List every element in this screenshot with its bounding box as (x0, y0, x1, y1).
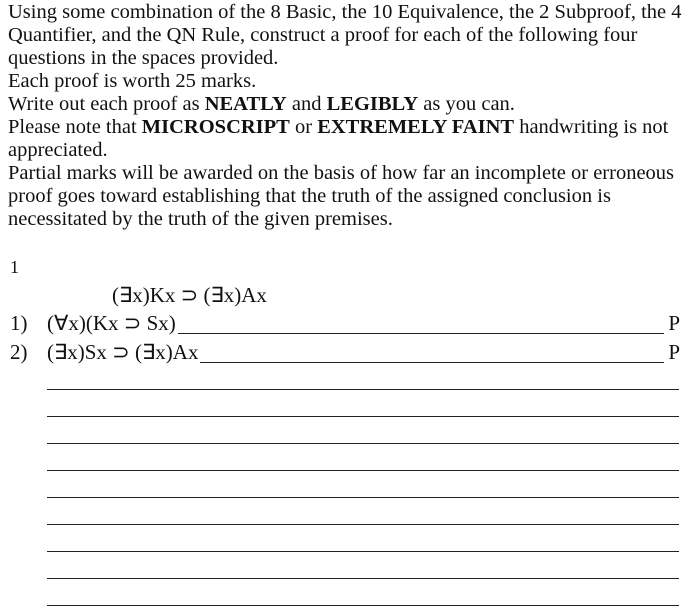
answer-line[interactable] (47, 443, 679, 444)
instr4-pre: Please note that (8, 116, 142, 138)
instr3-mid: and (286, 93, 327, 115)
instr4-microscript: MICROSCRIPT (141, 116, 290, 138)
question-conclusion: (∃x)Kx ⊃ (∃x)Ax (112, 283, 267, 307)
instr3-pre: Write out each proof as (8, 93, 205, 115)
premise-formula: (∀x)(Kx ⊃ Sx) (47, 311, 176, 335)
answer-line[interactable] (47, 470, 679, 471)
answer-line[interactable] (47, 497, 679, 498)
instructions-paragraph-1: Using some combination of the 8 Basic, the 10 Equivalence, the 2 Subproof, the 4 Quantifier, and the QN Rule, construct a proof for each of the following four questions in the spaces provided. (8, 1, 682, 69)
instructions-paragraph-3 (8, 93, 683, 116)
answer-line[interactable] (47, 605, 679, 606)
answer-line[interactable] (47, 551, 679, 552)
instructions-paragraph-4 (8, 116, 683, 162)
premise-formula: (∃x)Sx ⊃ (∃x)Ax (47, 340, 199, 364)
answer-line[interactable] (47, 389, 679, 390)
answer-line[interactable] (47, 416, 679, 417)
instr4-faint: EXTREMELY FAINT (317, 116, 515, 138)
answer-line[interactable] (47, 524, 679, 525)
instr3-post: as you can. (418, 93, 515, 115)
premise-justification: P (668, 340, 680, 364)
premise-number: 2) (10, 340, 28, 364)
instructions-paragraph-5: Partial marks will be awarded on the basis of how far an incomplete or erroneous proof goes toward establishing that the truth of the assigned conclusion is necessitated by the truth of the given premises. (8, 162, 675, 230)
premise-row-2 (10, 340, 680, 364)
answer-line[interactable] (47, 578, 679, 579)
premise-number: 1) (10, 311, 28, 335)
premise-row-1 (10, 311, 680, 335)
instr3-neatly: NEATLY (204, 93, 287, 115)
instr3-legibly: LEGIBLY (326, 93, 419, 115)
instr4-post: handwriting is not appreciated. (8, 116, 669, 161)
instructions (8, 1, 683, 231)
premise-justification: P (668, 311, 680, 335)
question-number: 1 (10, 257, 19, 277)
instr4-mid: or (289, 116, 318, 138)
instructions-paragraph-2: Each proof is worth 25 marks. (8, 70, 257, 92)
